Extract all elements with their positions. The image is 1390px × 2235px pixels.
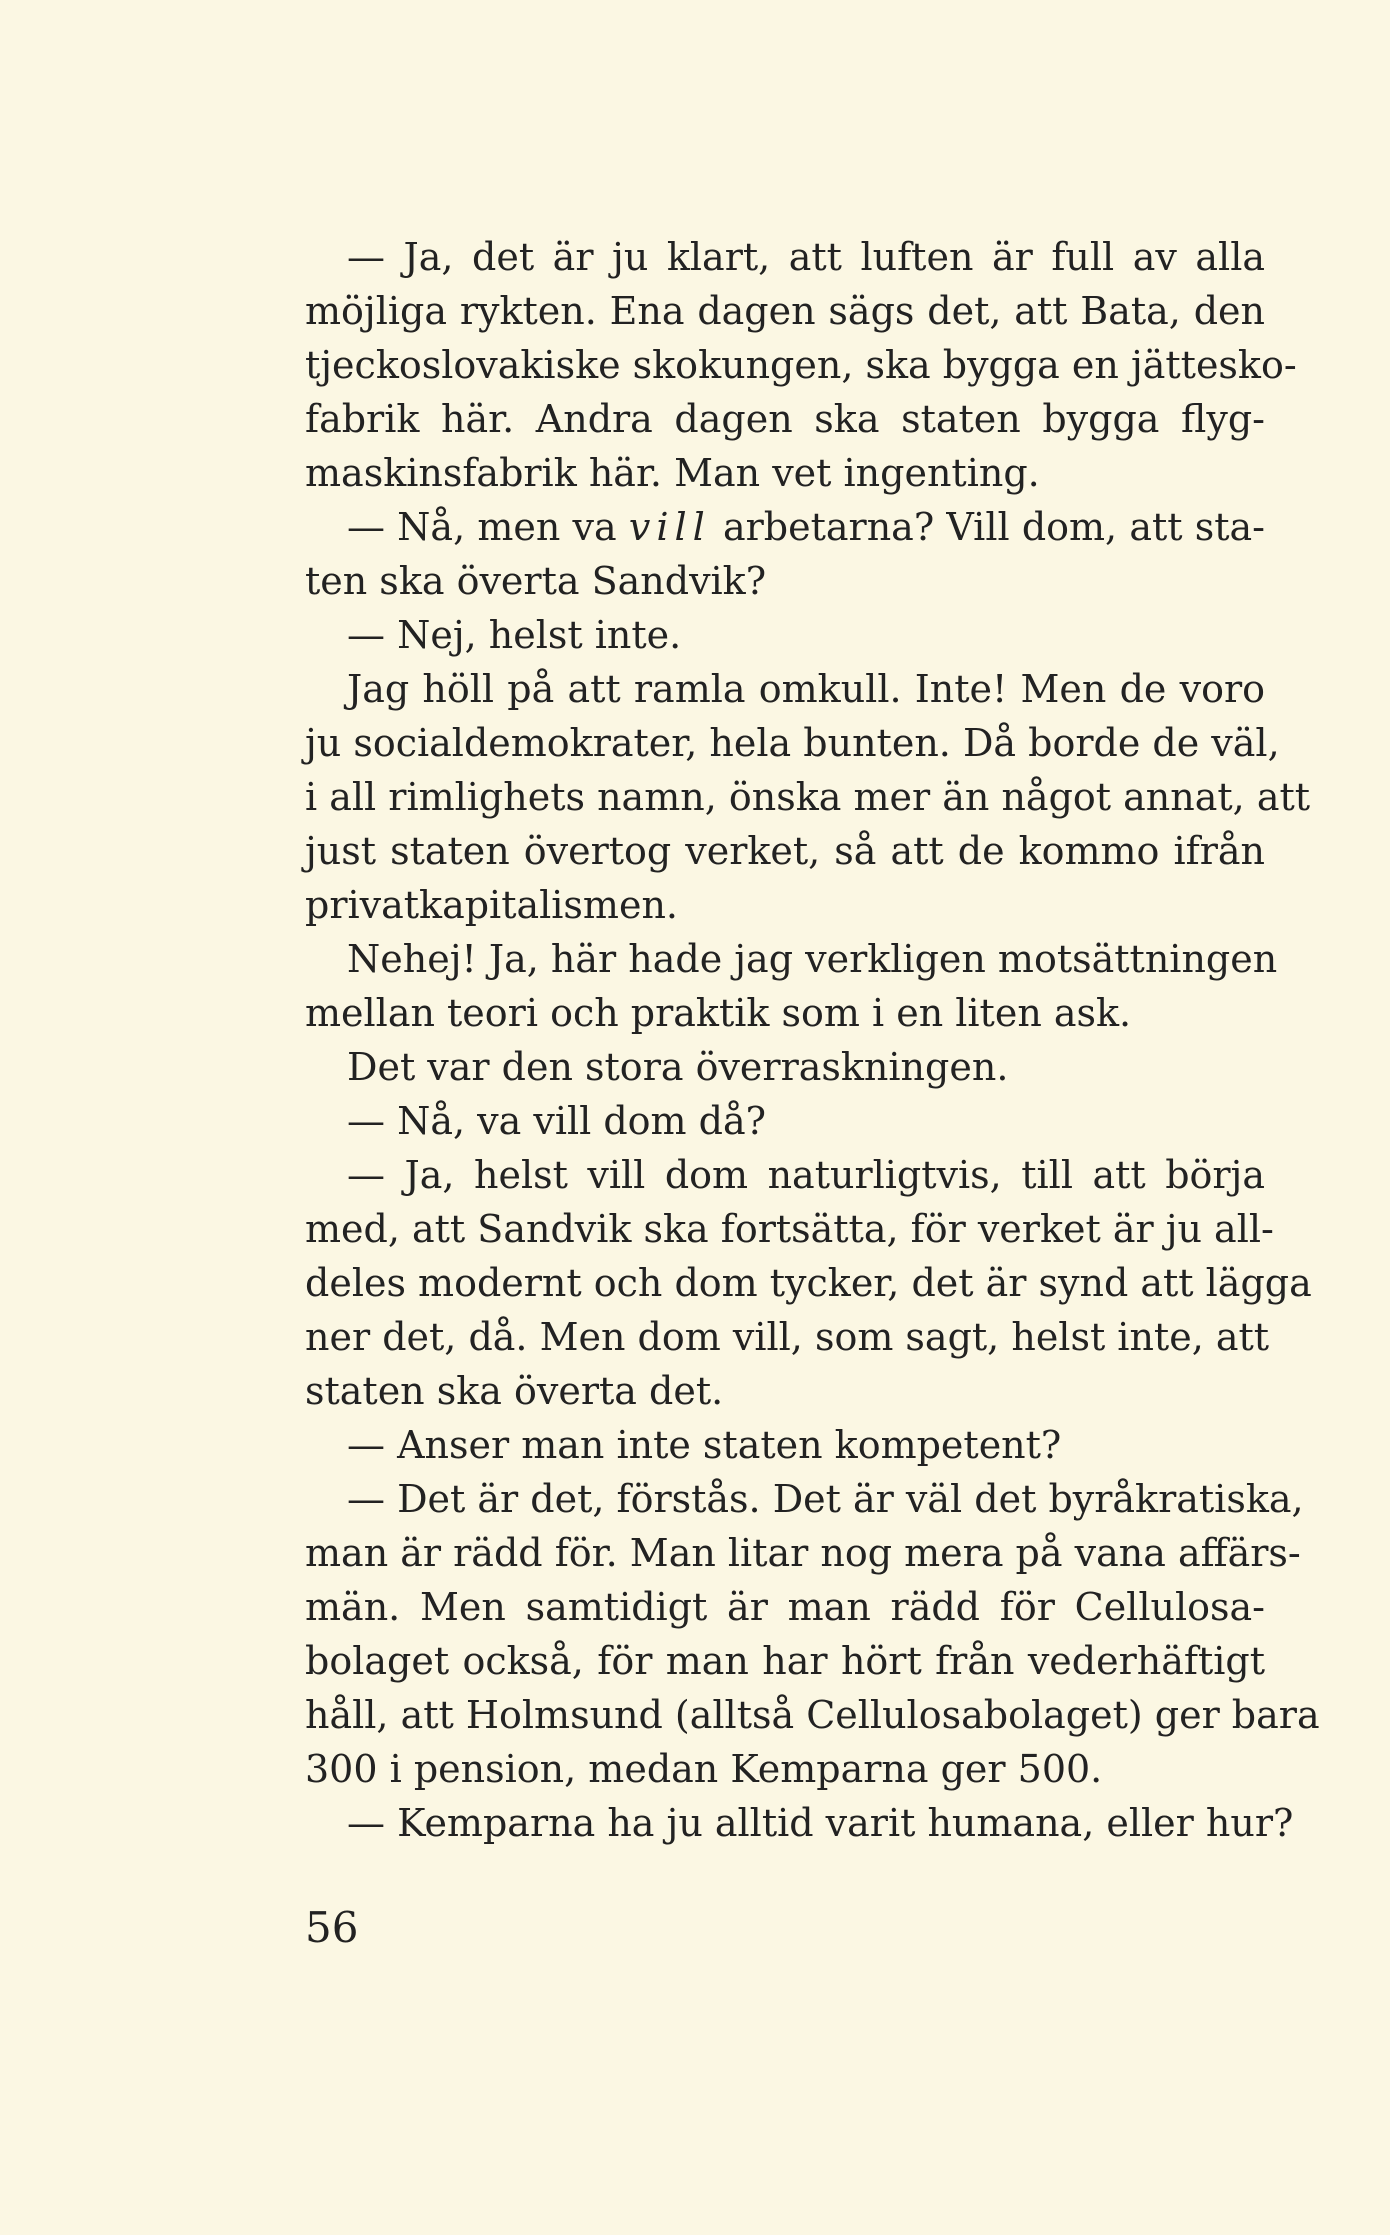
text-line-with-emphasis [347,500,1265,554]
text-line: tjeckoslovakiske skokungen, ska bygga en jättesko- [305,343,1297,387]
text-line: 300 i pension, medan Kemparna ger 500. [305,1747,1103,1791]
text-line: man är rädd för. Man litar nog mera på vana affärs- [305,1531,1301,1575]
text-line: Jag höll på att ramla omkull. Inte! Men de voro [347,667,1265,711]
text-line: ner det, då. Men dom vill, som sagt, helst inte, att [305,1315,1270,1359]
text-line: — Ja, helst vill dom naturligtvis, till att börja [347,1153,1265,1197]
text-line: just staten övertog verket, så att de kommo ifrån [305,829,1265,873]
text-line: — Kemparna ha ju alltid varit humana, eller hur? [347,1801,1294,1845]
text-line: — Det är det, förstås. Det är väl det byråkratiska, [347,1477,1304,1521]
text-line: — Anser man inte staten kompetent? [347,1423,1062,1467]
text-segment: arbetarna? Vill dom, att sta- [722,505,1265,549]
text-line: staten ska överta det. [305,1369,724,1413]
text-line: Nehej! Ja, här hade jag verkligen motsättningen [347,937,1278,981]
text-line: ju socialdemokrater, hela bunten. Då borde de väl, [305,721,1280,765]
text-line: deles modernt och dom tycker, det är synd att lägga [305,1261,1312,1305]
text-line: — Ja, det är ju klart, att luften är full av alla [347,235,1265,279]
emphasized-word: vill [628,505,711,549]
text-line: fabrik här. Andra dagen ska staten bygga flyg- [305,397,1265,441]
text-line: privatkapitalismen. [305,883,679,927]
text-line: Det var den stora överraskningen. [347,1045,1009,1089]
text-line: bolaget också, för man har hört från vederhäftigt [305,1639,1265,1683]
text-line: med, att Sandvik ska fortsätta, för verket är ju all- [305,1207,1274,1251]
page-number: 56 [305,1903,359,1952]
text-line: möjliga rykten. Ena dagen sägs det, att Bata, den [305,289,1265,333]
text-line: — Nå, va vill dom då? [347,1099,767,1143]
text-line: maskinsfabrik här. Man vet ingenting. [305,451,1040,495]
text-line: män. Men samtidigt är man rädd för Cellulosa- [305,1585,1265,1629]
text-line: håll, att Holmsund (alltså Cellulosabolaget) ger bara [305,1693,1320,1737]
text-line: — Nej, helst inte. [347,613,682,657]
text-line: i all rimlighets namn, önska mer än något annat, att [305,775,1311,819]
text-line: ten ska överta Sandvik? [305,559,767,603]
text-segment: — Nå, men va [347,505,617,549]
text-line: mellan teori och praktik som i en liten ask. [305,991,1132,1035]
